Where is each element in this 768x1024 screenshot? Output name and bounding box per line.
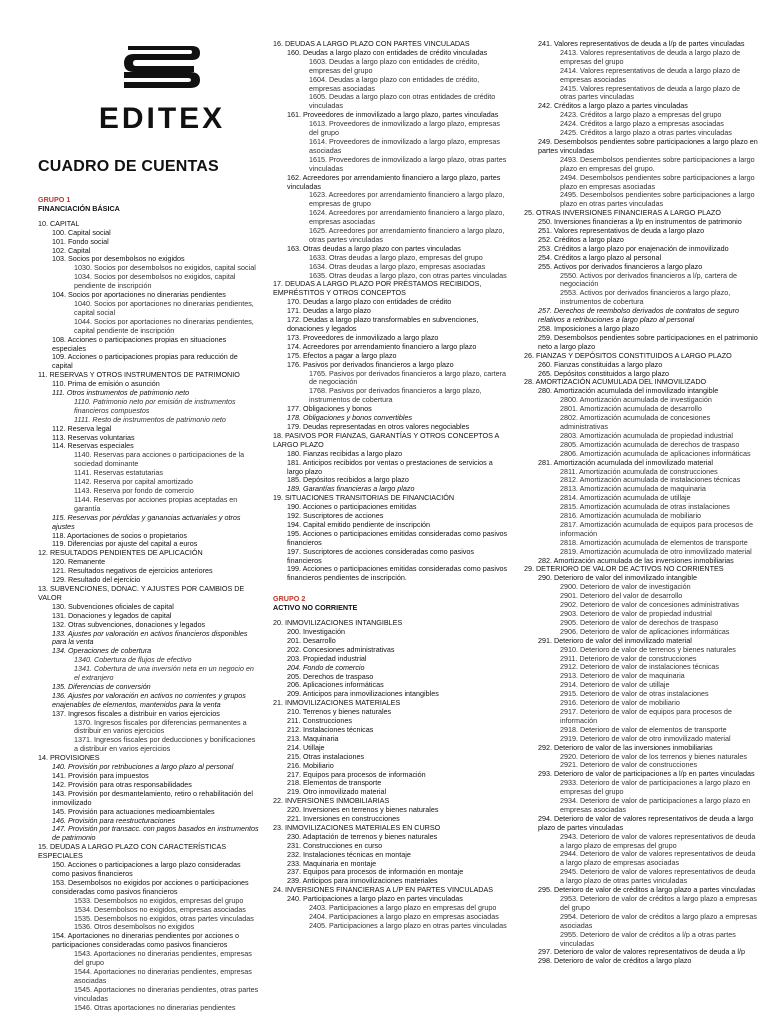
account-item: 147. Provisión por transacc. con pagos basados en instrumentos de patrimonio bbox=[52, 824, 259, 843]
account-item: 290. Deterioro de valor del inmovilizado intangible bbox=[538, 573, 698, 583]
subaccount-item: 2911. Deterioro de valor de construcciones bbox=[560, 653, 697, 663]
subaccount-item: 1143. Reserva por fondo de comercio bbox=[74, 486, 194, 495]
account-item: 241. Valores representativos de deuda a l/p de partes vinculadas bbox=[538, 39, 745, 48]
account-item: 249. Desembolsos pendientes sobre participaciones a largo plazo en partes vinculadas bbox=[538, 136, 758, 155]
subaccount-item: 1545. Aportaciones no dinerarias pendientes, otras partes vinculadas bbox=[74, 984, 259, 1003]
account-item: 221. Inversiones en construcciones bbox=[287, 814, 400, 824]
account-subgroup: 28. AMORTIZACIÓN ACUMULADA DEL INMOVILIZADO bbox=[524, 377, 707, 387]
subaccount-item: 1605. Deudas a largo plazo con otras entidades de crédito vinculadas bbox=[309, 92, 496, 111]
account-item: 220. Inversiones en terrenos y bienes naturales bbox=[287, 805, 439, 815]
subaccount-item: 2900. Deterioro de valor de investigación bbox=[560, 582, 691, 592]
account-item: 118. Aportaciones de socios o propietarios bbox=[52, 530, 187, 540]
account-item: 162. Acreedores por arrendamiento financiero a largo plazo, partes vinculadas bbox=[287, 172, 501, 191]
account-item: 142. Provisión para otras responsabilidades bbox=[52, 779, 192, 789]
account-item: 201. Desarrollo bbox=[287, 635, 336, 645]
subaccount-item: 2813. Amortización acumulada de maquinaria bbox=[560, 484, 706, 494]
account-item: 185. Depósitos recibidos a largo plazo bbox=[287, 475, 409, 485]
account-item: 153. Desembolsos no exigidos por acciones o participaciones consideradas como pasivos financieros bbox=[52, 877, 249, 896]
subaccount-item: 1615. Proveedores de inmovilizado a largo plazo, otras partes vinculadas bbox=[309, 154, 507, 173]
account-item: 110. Prima de emisión o asunción bbox=[52, 379, 160, 389]
account-subgroup: 10. CAPITAL bbox=[38, 218, 80, 228]
subaccount-item: 1768. Pasivos por derivados financieros a largo plazo, instrumentos de cobertura bbox=[309, 386, 482, 405]
subaccount-item: 2550. Activos por derivados financieros a l/p, cartera de negociación bbox=[560, 270, 737, 289]
account-subgroup: 11. RESERVAS Y OTROS INSTRUMENTOS DE PATRIMONIO bbox=[38, 370, 240, 380]
subaccount-item: 2954. Deterioro de valor de créditos a largo plazo a empresas asociadas bbox=[560, 911, 757, 930]
account-item: 175. Efectos a pagar a largo plazo bbox=[287, 350, 397, 360]
account-item: 179. Deudas representadas en otros valores negociables bbox=[287, 421, 470, 431]
subaccount-item: 1533. Desembolsos no exigidos, empresas del grupo bbox=[74, 895, 244, 905]
account-item: 104. Socios por aportaciones no dinerarias pendientes bbox=[52, 290, 226, 300]
subaccount-item: 1371. Ingresos fiscales por deducciones y bonificaciones a distribuir en varios ejercicios bbox=[74, 735, 256, 754]
account-item: 176. Pasivos por derivados financieros a largo plazo bbox=[287, 359, 454, 369]
subaccount-item: 1030. Socios por desembolsos no exigidos, capital social bbox=[74, 263, 256, 273]
subaccount-item: 1140. Reservas para acciones o participaciones de la sociedad dominante bbox=[74, 450, 245, 469]
account-subgroup: 22. INVERSIONES INMOBILIARIAS bbox=[273, 796, 390, 806]
subaccount-item: 1044. Socios por aportaciones no dinerarias pendientes, capital pendiente de inscripción bbox=[74, 316, 254, 335]
column-1 bbox=[38, 196, 260, 1012]
account-item: 120. Remanente bbox=[52, 557, 106, 567]
subaccount-item: 1370. Ingresos fiscales por diferencias permanentes a distribuir en varios ejercicios bbox=[74, 717, 247, 736]
subaccount-item: 1142. Reserva por capital amortizado bbox=[74, 477, 193, 487]
svg-text:EDITEX: EDITEX bbox=[98, 102, 226, 134]
account-item: 255. Activos por derivados financieros a largo plazo bbox=[538, 261, 703, 271]
subaccount-item: 2914. Deterioro de valor de utillaje bbox=[560, 680, 670, 690]
account-item: 215. Otras instalaciones bbox=[287, 751, 365, 761]
account-item: 295. Deterioro de valor de créditos a largo plazo a partes vinculadas bbox=[538, 885, 756, 895]
account-item: 172. Deudas a largo plazo transformables en subvenciones, donaciones y legados bbox=[287, 315, 479, 333]
subaccount-item: 1144. Reservas por acciones propias aceptadas en garantía bbox=[74, 494, 238, 513]
account-item: 150. Acciones o participaciones a largo plazo consideradas como pasivos financieros bbox=[52, 860, 241, 878]
account-item: 121. Resultados negativos de ejercicios anteriores bbox=[52, 566, 213, 576]
account-item: 202. Concesiones administrativas bbox=[287, 644, 395, 654]
subaccount-item: 2903. Deterioro de valor de propiedad industrial bbox=[560, 609, 712, 618]
account-item: 206. Aplicaciones informáticas bbox=[287, 680, 384, 690]
account-item: 140. Provisión por retribuciones a largo plazo al personal bbox=[52, 762, 234, 772]
subaccount-item: 1141. Reservas estatutarias bbox=[74, 468, 163, 478]
subaccount-item: 2801. Amortización acumulada de desarrollo bbox=[560, 404, 702, 414]
account-item: 203. Propiedad industrial bbox=[287, 653, 367, 663]
subaccount-item: 2815. Amortización acumulada de otras instalaciones bbox=[560, 502, 730, 512]
account-item: 180. Fianzas recibidas a largo plazo bbox=[287, 448, 403, 458]
account-subgroup: 23. INMOVILIZACIONES MATERIALES EN CURSO bbox=[273, 822, 441, 832]
subaccount-item: 2945. Deterioro de valor de valores representativos de deuda a largo plazo de otras partes vinculadas bbox=[560, 867, 756, 886]
account-item: 298. Deterioro de valor de créditos a largo plazo bbox=[538, 956, 692, 966]
account-item: 211. Construcciones bbox=[287, 716, 352, 726]
subaccount-item: 2811. Amortización acumulada de construcciones bbox=[560, 466, 718, 476]
account-subgroup: 20. INMOVILIZACIONES INTANGIBLES bbox=[273, 618, 403, 628]
subaccount-item: 2817. Amortización acumulada de equipos para procesos de información bbox=[560, 519, 753, 538]
subaccount-item: 1614. Proveedores de inmovilizado a largo plazo, empresas asociadas bbox=[309, 136, 500, 155]
subaccount-item: 2916. Deterioro de valor de mobiliario bbox=[560, 698, 680, 708]
account-subgroup: 24. INVERSIONES FINANCIERAS A L/P EN PARTES VINCULADAS bbox=[273, 885, 494, 895]
account-item: 145. Provisión para actuaciones medioambientales bbox=[52, 806, 215, 816]
subaccount-item: 2553. Activos por derivados financieros a largo plazo, instrumentos de cobertura bbox=[560, 288, 731, 307]
account-item: 154. Aportaciones no dinerarias pendientes por acciones o participaciones consideradas como pasivos financieros bbox=[52, 931, 240, 950]
account-item: 190. Acciones o participaciones emitidas bbox=[287, 502, 417, 512]
account-item: 111. Otros instrumentos de patrimonio neto bbox=[52, 388, 190, 398]
subaccount-item: 2920. Deterioro de valor de los terrenos y bienes naturales bbox=[560, 751, 747, 761]
subaccount-item: 2814. Amortización acumulada de utillaje bbox=[560, 493, 691, 503]
account-item: 281. Amortización acumulada del inmovilizado material bbox=[538, 457, 713, 467]
group-heading: GRUPO 1 bbox=[38, 195, 71, 204]
subaccount-item: 2915. Deterioro de valor de otras instalaciones bbox=[560, 689, 709, 699]
subaccount-item: 2425. Créditos a largo plazo a otras partes vinculadas bbox=[560, 128, 732, 138]
account-item: 137. Ingresos fiscales a distribuir en varios ejercicios bbox=[52, 708, 220, 718]
group-heading: GRUPO 2 bbox=[273, 594, 306, 604]
subaccount-item: 1613. Proveedores de inmovilizado a largo plazo, empresas del grupo bbox=[309, 119, 500, 138]
column-2 bbox=[273, 40, 509, 931]
subaccount-item: 1603. Deudas a largo plazo con entidades de crédito, empresas del grupo bbox=[309, 56, 480, 75]
subaccount-item: 2413. Valores representativos de deuda a largo plazo de empresas del grupo bbox=[560, 47, 741, 66]
account-item: 260. Fianzas constituidas a largo plazo bbox=[538, 359, 663, 369]
subaccount-item: 2802. Amortización acumulada de concesiones administrativas bbox=[560, 413, 711, 431]
account-item: 258. Imposiciones a largo plazo bbox=[538, 324, 640, 333]
subaccount-item: 1635. Otras deudas a largo plazo, con otras partes vinculadas bbox=[309, 270, 507, 280]
subaccount-item: 2912. Deterioro de valor de instalaciones técnicas bbox=[560, 662, 720, 672]
account-item: 217. Equipos para procesos de información bbox=[287, 769, 426, 779]
subaccount-item: 2910. Deterioro de valor de terrenos y bienes naturales bbox=[560, 644, 736, 654]
account-item: 213. Maquinaria bbox=[287, 733, 339, 743]
account-item: 192. Suscriptores de acciones bbox=[287, 511, 384, 521]
subaccount-item: 2405. Participaciones a largo plazo en otras partes vinculadas bbox=[309, 920, 507, 930]
subaccount-item: 2906. Deterioro de valor de aplicaciones informáticas bbox=[560, 626, 730, 636]
account-item: 113. Reservas voluntarias bbox=[52, 432, 135, 442]
account-item: 103. Socios por desembolsos no exigidos bbox=[52, 254, 185, 264]
editex-logo bbox=[82, 44, 242, 134]
account-subgroup: 17. DEUDAS A LARGO PLAZO POR PRÉSTAMOS RECIBIDOS, EMPRÉSTITOS Y OTROS CONCEPTOS bbox=[273, 279, 482, 298]
subaccount-item: 1544. Aportaciones no dinerarias pendientes, empresas asociadas bbox=[74, 966, 252, 985]
account-item: 214. Utillaje bbox=[287, 742, 325, 752]
account-item: 135. Diferencias de conversión bbox=[52, 681, 151, 691]
account-item: 212. Instalaciones técnicas bbox=[287, 724, 374, 734]
subaccount-item: 2913. Deterioro de valor de maquinaria bbox=[560, 671, 685, 681]
subaccount-item: 1546. Otras aportaciones no dinerarias pendientes bbox=[74, 1002, 236, 1012]
subaccount-item: 1535. Desembolsos no exigidos, otras partes vinculadas bbox=[74, 913, 254, 923]
account-item: 194. Capital emitido pendiente de inscripción bbox=[287, 519, 431, 529]
subaccount-item: 2495. Desembolsos pendientes sobre participaciones a largo plazo en otras partes vinculadas bbox=[560, 190, 755, 209]
account-item: 232. Instalaciones técnicas en montaje bbox=[287, 849, 411, 859]
subaccount-item: 1341. Cobertura de una inversión neta en un negocio en el extranjero bbox=[74, 664, 254, 683]
account-item: 297. Deterioro de valor de valores representativos de deuda a l/p bbox=[538, 947, 745, 957]
subaccount-item: 1633. Otras deudas a largo plazo, empresas del grupo bbox=[309, 252, 483, 262]
account-item: 199. Acciones o participaciones emitidas consideradas como pasivos financieros pendientes de inscripción. bbox=[287, 564, 508, 583]
account-item: 195. Acciones o participaciones emitidas consideradas como pasivos financieros bbox=[287, 528, 508, 547]
subaccount-item: 2494. Desembolsos pendientes sobre participaciones a largo plazo en empresas asociadas bbox=[560, 172, 755, 191]
subaccount-item: 1536. Otros desembolsos no exigidos bbox=[74, 922, 195, 932]
account-subgroup: 16. DEUDAS A LARGO PLAZO CON PARTES VINCULADAS bbox=[273, 39, 470, 48]
subaccount-item: 2917. Deterioro de valor de equipos para procesos de información bbox=[560, 706, 732, 725]
subaccount-item: 2918. Deterioro de valor de elementos de transporte bbox=[560, 724, 727, 734]
account-item: 141. Provisión para impuestos bbox=[52, 771, 149, 780]
account-item: 251. Valores representativos de deuda a largo plazo bbox=[538, 226, 705, 236]
account-item: 253. Créditos a largo plazo por enajenación de inmovilizado bbox=[538, 243, 729, 253]
subaccount-item: 2921. Deterioro de valor de construcciones bbox=[560, 760, 698, 770]
account-subgroup: 14. PROVISIONES bbox=[38, 753, 100, 763]
subaccount-item: 2816. Amortización acumulada de mobiliario bbox=[560, 511, 702, 521]
subaccount-item: 2953. Deterioro de valor de créditos a largo plazo a empresas del grupo bbox=[560, 894, 757, 912]
column-3 bbox=[524, 40, 758, 966]
subaccount-item: 2812. Amortización acumulada de instalaciones técnicas bbox=[560, 475, 741, 485]
account-item: 119. Diferencias por ajuste del capital a euros bbox=[52, 539, 198, 549]
account-item: 160. Deudas a largo plazo con entidades de crédito vinculadas bbox=[287, 47, 488, 57]
subaccount-item: 1040. Socios por aportaciones no dinerarias pendientes, capital social bbox=[74, 298, 254, 317]
subaccount-item: 1765. Pasivos por derivados financieros a largo plazo, cartera de negociación bbox=[309, 368, 506, 387]
group-heading: ACTIVO NO CORRIENTE bbox=[273, 603, 358, 613]
subaccount-item: 1623. Acreedores por arrendamiento financiero a largo plazo, empresas de grupo bbox=[309, 190, 505, 209]
subaccount-item: 2934. Deterioro de valor de participaciones a largo plazo en empresas asociadas bbox=[560, 796, 751, 814]
subaccount-item: 2901. Deterioro del valor de desarrollo bbox=[560, 591, 683, 601]
account-item: 114. Reservas especiales bbox=[52, 441, 134, 451]
subaccount-item: 2403. Participaciones a largo plazo en empresas del grupo bbox=[309, 903, 497, 913]
account-item: 136. Ajustes por valoración en activos no corrientes y grupos enajenables de elementos, mantenidos para la venta bbox=[52, 690, 246, 709]
account-item: 131. Donaciones y legados de capital bbox=[52, 610, 172, 620]
account-item: 197. Suscriptores de acciones consideradas como pasivos financieros bbox=[287, 546, 474, 565]
subaccount-item: 2404. Participaciones a largo plazo en empresas asociadas bbox=[309, 912, 499, 921]
account-item: 102. Capital bbox=[52, 245, 91, 255]
spacer bbox=[273, 583, 509, 595]
account-item: 257. Derechos de reembolso derivados de contratos de seguro relativos a retribuciones a largo plazo al personal bbox=[538, 306, 739, 325]
account-item: 161. Proveedores de inmovilizado a largo plazo, partes vinculadas bbox=[287, 110, 499, 120]
account-item: 181. Anticipos recibidos por ventas o prestaciones de servicios a largo plazo bbox=[287, 457, 493, 476]
subaccount-item: 1624. Acreedores por arrendamiento financiero a largo plazo, empresas asociadas bbox=[309, 208, 505, 227]
subaccount-item: 1634. Otras deudas a largo plazo, empresas asociadas bbox=[309, 261, 486, 271]
account-item: 112. Reserva legal bbox=[52, 423, 112, 433]
account-item: 109. Acciones o participaciones propias para reducción de capital bbox=[52, 352, 238, 371]
account-item: 265. Depósitos constituidos a largo plazo bbox=[538, 368, 670, 378]
account-item: 240. Participaciones a largo plazo en partes vinculadas bbox=[287, 894, 463, 904]
group-heading: FINANCIACIÓN BÁSICA bbox=[38, 203, 120, 213]
subaccount-item: 1110. Patrimonio neto por emisión de instrumentos financieros compuestos bbox=[74, 396, 236, 415]
subaccount-item: 1543. Aportaciones no dinerarias pendientes, empresas del grupo bbox=[74, 949, 252, 968]
account-item: 146. Provisión para reestructuraciones bbox=[52, 815, 176, 825]
account-item: 163. Otras deudas a largo plazo con partes vinculadas bbox=[287, 243, 461, 253]
account-item: 205. Derechos de traspaso bbox=[287, 671, 374, 681]
account-item: 108. Acciones o participaciones propias en situaciones especiales bbox=[52, 334, 227, 353]
account-item: 132. Otras subvenciones, donaciones y legados bbox=[52, 619, 206, 629]
account-item: 177. Obligaciones y bonos bbox=[287, 404, 372, 414]
subaccount-item: 2805. Amortización acumulada de derechos de traspaso bbox=[560, 439, 740, 449]
account-subgroup: 29. DETERIORO DE VALOR DE ACTIVOS NO CORRIENTES bbox=[524, 564, 724, 574]
account-subgroup: 26. FIANZAS Y DEPÓSITOS CONSTITUIDOS A LARGO PLAZO bbox=[524, 350, 732, 360]
account-subgroup: 13. SUBVENCIONES, DONAC. Y AJUSTES POR CAMBIOS DE VALOR bbox=[38, 583, 245, 602]
account-item: 178. Obligaciones y bonos convertibles bbox=[287, 413, 413, 423]
subaccount-item: 1604. Deudas a largo plazo con entidades de crédito, empresas asociadas bbox=[309, 74, 480, 93]
subaccount-item: 1625. Acreedores por arrendamiento financiero a largo plazo, otras partes vinculadas bbox=[309, 226, 505, 244]
account-subgroup: 19. SITUACIONES TRANSITORIAS DE FINANCIACIÓN bbox=[273, 493, 455, 503]
account-item: 242. Créditos a largo plazo a partes vinculadas bbox=[538, 101, 688, 111]
subaccount-item: 2902. Deterioro de valor de concesiones administrativas bbox=[560, 600, 739, 610]
account-item: 218. Elementos de transporte bbox=[287, 778, 382, 788]
account-item: 134. Operaciones de cobertura bbox=[52, 646, 152, 656]
account-item: 204. Fondo de comercio bbox=[287, 662, 365, 672]
account-item: 280. Amortización acumulada del inmovilizado intangible bbox=[538, 386, 719, 396]
subaccount-item: 1034. Socios por desembolsos no exigidos, capital pendiente de inscripción bbox=[74, 272, 236, 291]
account-item: 210. Terrenos y bienes naturales bbox=[287, 707, 392, 717]
account-item: 170. Deudas a largo plazo con entidades de crédito bbox=[287, 297, 452, 307]
account-item: 219. Otro inmovilizado material bbox=[287, 787, 387, 797]
subaccount-item: 1340. Cobertura de flujos de efectivo bbox=[74, 655, 192, 665]
subaccount-item: 2800. Amortización acumulada de investigación bbox=[560, 395, 712, 405]
subaccount-item: 2423. Créditos a largo plazo a empresas del grupo bbox=[560, 110, 722, 120]
account-item: 259. Desembolsos pendientes sobre participaciones en el patrimonio neto a largo plazo bbox=[538, 332, 758, 351]
account-item: 282. Amortización acumulada de las inversiones inmobiliarias bbox=[538, 555, 734, 565]
account-subgroup: 15. DEUDAS A LARGO PLAZO CON CARACTERÍSTICAS ESPECIALES bbox=[38, 842, 227, 861]
stacked-books-icon bbox=[82, 44, 242, 134]
subaccount-item: 2803. Amortización acumulada de propiedad industrial bbox=[560, 430, 734, 440]
account-subgroup: 21. INMOVILIZACIONES MATERIALES bbox=[273, 698, 401, 708]
account-item: 293. Deterioro de valor de participaciones a l/p en partes vinculadas bbox=[538, 769, 755, 779]
account-item: 174. Acreedores por arrendamiento financiero a largo plazo bbox=[287, 341, 477, 351]
account-item: 216. Mobiliario bbox=[287, 760, 334, 770]
account-item: 230. Adaptación de terrenos y bienes naturales bbox=[287, 831, 438, 841]
subaccount-item: 2819. Amortización acumulada de otro inmovilizado material bbox=[560, 546, 752, 556]
account-item: 252. Créditos a largo plazo bbox=[538, 234, 624, 244]
subaccount-item: 2933. Deterioro de valor de participaciones a largo plazo en empresas del grupo bbox=[560, 778, 751, 797]
account-item: 143. Provisión por desmantelamiento, retiro o rehabilitación del inmovilizado bbox=[52, 788, 253, 807]
account-item: 200. Investigación bbox=[287, 627, 345, 636]
account-item: 173. Proveedores de inmovilizado a largo plazo bbox=[287, 332, 439, 342]
account-item: 130. Subvenciones oficiales de capital bbox=[52, 601, 174, 611]
subaccount-item: 2493. Desembolsos pendientes sobre participaciones a largo plazo en empresas del grupo. bbox=[560, 154, 755, 173]
account-item: 171. Deudas a largo plazo bbox=[287, 306, 371, 316]
account-item: 250. Inversiones financieras a l/p en instrumentos de patrimonio bbox=[538, 217, 742, 227]
subaccount-item: 2414. Valores representativos de deuda a largo plazo de empresas asociadas bbox=[560, 65, 741, 84]
subaccount-item: 2905. Deterioro de valor de derechos de traspaso bbox=[560, 617, 719, 627]
account-subgroup: 25. OTRAS INVERSIONES FINANCIERAS A LARGO PLAZO bbox=[524, 208, 721, 218]
account-subgroup: 18. PASIVOS POR FIANZAS, GARANTÍAS Y OTROS CONCEPTOS A LARGO PLAZO bbox=[273, 430, 499, 449]
account-item: 294. Deterioro de valor de valores representativos de deuda a largo plazo de partes vinculadas bbox=[538, 813, 754, 832]
page-title: CUADRO DE CUENTAS bbox=[38, 158, 219, 175]
account-item: 254. Créditos a largo plazo al personal bbox=[538, 252, 662, 262]
account-item: 231. Construcciones en curso bbox=[287, 840, 383, 850]
account-item: 189. Garantías financieras a largo plazo bbox=[287, 484, 415, 494]
account-item: 133. Ajustes por valoración en activos financieros disponibles para la venta bbox=[52, 628, 248, 647]
account-item: 237. Equipos para procesos de información en montaje bbox=[287, 867, 464, 877]
account-item: 239. Anticipos para inmovilizaciones materiales bbox=[287, 876, 438, 886]
subaccount-item: 2919. Deterioro de valor de otro inmovilizado material bbox=[560, 733, 731, 743]
subaccount-item: 2943. Deterioro de valor de valores representativos de deuda a largo plazo de empresas del grupo bbox=[560, 831, 756, 850]
subaccount-item: 2944. Deterioro de valor de valores representativos de deuda a largo plazo de empresas asociadas bbox=[560, 849, 756, 868]
subaccount-item: 1111. Resto de instrumentos de patrimonio neto bbox=[74, 414, 226, 424]
subaccount-item: 2424. Créditos a largo plazo a empresas asociadas bbox=[560, 119, 724, 129]
account-item: 291. Deterioro de valor del inmovilizado material bbox=[538, 635, 692, 645]
account-item: 100. Capital social bbox=[52, 227, 111, 237]
subaccount-item: 2806. Amortización acumulada de aplicaciones informáticas bbox=[560, 448, 751, 458]
subaccount-item: 2818. Amortización acumulada de elementos de transporte bbox=[560, 537, 748, 547]
account-subgroup: 12. RESULTADOS PENDIENTES DE APLICACIÓN bbox=[38, 548, 203, 558]
account-item: 115. Reservas por pérdidas y ganancias actuariales y otros ajustes bbox=[52, 512, 241, 531]
account-item: 233. Maquinaria en montaje bbox=[287, 858, 377, 868]
subaccount-item: 2415. Valores representativos de deuda a largo plazo de otras partes vinculadas bbox=[560, 83, 741, 102]
subaccount-item: 2955. Deterioro de valor de créditos a l/p a otras partes vinculadas bbox=[560, 929, 736, 948]
account-item: 101. Fondo social bbox=[52, 236, 109, 246]
account-item: 129. Resultado del ejercicio bbox=[52, 575, 141, 585]
subaccount-item: 1534. Desembolsos no exigidos, empresas asociadas bbox=[74, 904, 246, 914]
account-item: 292. Deterioro de valor de las inversiones inmobiliarias bbox=[538, 742, 713, 752]
account-item: 209. Anticipos para inmovilizaciones intangibles bbox=[287, 689, 439, 699]
